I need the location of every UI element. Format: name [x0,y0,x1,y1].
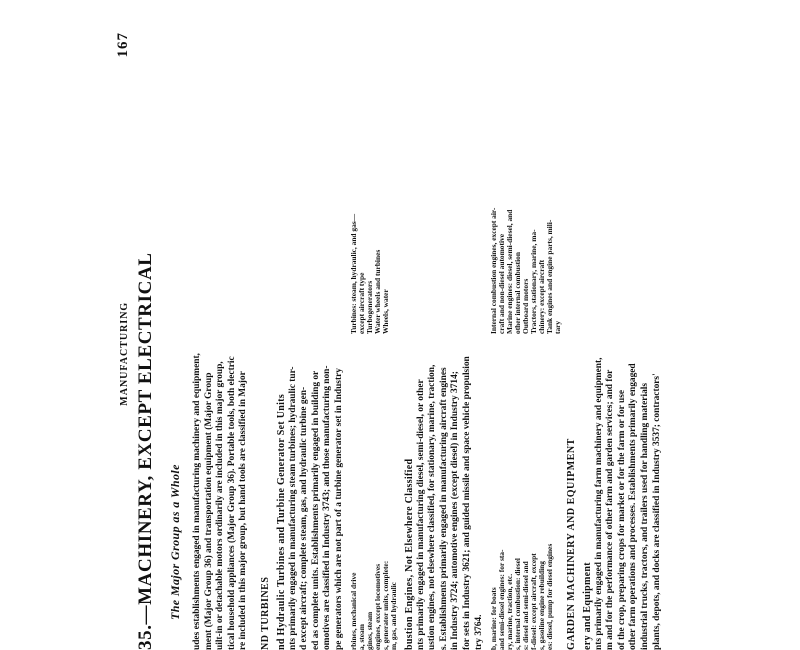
list-item: s, gasoline engine rebuilding [537,561,546,650]
list-item: Tractors, stationary, marine, ma- [529,229,538,334]
text-line: ustion engines, not elsewhere classified, for stationary, marine, traction, [427,364,438,650]
text-line: d except aircraft; complete steam, gas, and hydraulic turbine gen- [299,386,310,650]
text-line: for sets in Industry 3621; and guided missile and space vehicle propulsion [461,356,472,650]
list-item: tary [553,320,562,334]
industry-heading: nd Hydraulic Turbines and Turbine Generator Set Units [276,393,287,650]
list-item: engines, except locomotives [373,564,382,650]
list-item: s: diesel and semi-diesel and [521,561,530,650]
text-line: ment (Major Group 36) and transportation equipment (Major Group [203,372,214,650]
text-line: nts primarily engaged in manufacturing diesel, semi-diesel, or other [415,379,426,650]
text-line: tical household appliances (Major Group 36). Portable tools, both electric [226,356,237,650]
list-item: other internal combustion [513,252,522,334]
section-heading-farm: GARDEN MACHINERY AND EQUIPMENT [566,438,577,650]
industry-heading: ery and Equipment [582,562,593,650]
text-line: udes establishments engaged in manufacturing machinery and equipment, [192,353,202,650]
page-subtitle: The Major Group as a Whole [168,464,182,620]
list-item: Outboard motors [521,278,530,334]
text-line: try 3764. [473,614,484,650]
text-line: omotives are classified in Industry 3743; and those manufacturing non- [322,365,333,650]
list-item: Wheels, water [381,289,390,334]
list-item: craft and non-diesel automotive [497,234,506,334]
product-list-right [490,32,562,334]
list-item: rbines, mechanical drive [349,572,358,650]
page-number: 167 [115,32,131,58]
text-line: m and for the performance of other farm and garden services; and for [605,369,616,650]
farm-paragraph [582,32,663,650]
list-item: m, gas, and hydraulic [389,582,398,650]
list-item: gines, steam [365,611,374,650]
text-line: pe generators which are not part of a turbine generator set in Industry [333,368,344,650]
text-line: uilt-in or detachable motors ordinarily are included in this major group, [215,361,226,650]
list-item: Turbines: steam, hydraulic, and gas— [349,213,358,334]
product-list-left [490,348,562,650]
intro-paragraph [192,32,250,650]
text-line: ed as complete units. Establishments primarily engaged in building or [310,370,321,650]
engines-paragraph [404,32,485,650]
turbine-paragraph [276,32,346,650]
text-line: plants, depots, and docks are classified in Industry 3537; contractors' [651,373,662,650]
product-list-right [350,32,398,334]
text-line: of the crop, preparing crops for market or for the farm or for use [616,389,627,650]
section-label: MANUFACTURING [119,301,130,406]
running-header [115,32,131,650]
text-line: nts primarily engaged in manufacturing steam turbines; hydraulic tur- [287,366,298,650]
text-line: other farm operations and processes. Establishments primarily engaged [628,363,639,650]
list-item: Turbogenerators [365,280,374,334]
text-line: re included in this major group, but hand tools are classified in Major [238,371,249,650]
list-item: Internal combustion engines, except air- [489,207,498,334]
list-item: s, generator units, complete: [381,560,390,650]
section-heading-turbines: ND TURBINES [260,576,271,650]
engines-product-list [490,32,562,650]
list-item: except aircraft type [357,272,366,334]
list-item: ry, marine, traction, etc. [505,573,514,650]
product-list-left [350,348,398,650]
list-item: s, internal combustion: diesel [513,558,522,650]
list-item: a, steam [357,624,366,650]
page-title: 35.—MACHINERY, EXCEPT ELECTRICAL [135,252,156,650]
text-line: nts primarily engaged in manufacturing farm machinery and equipment, [593,357,604,650]
text-line: in Industry 3724; automotive engines (except diesel) in Industry 3714; [450,371,461,650]
list-item: Tank engines and engine parts, mili- [545,219,554,334]
list-item: Marine engines: diesel, semi-diesel, and [505,209,514,334]
text-line: industrial trucks, tractors, and trailers used for handling materials [639,382,650,650]
list-item: f-diesel: except aircraft, except [529,553,538,650]
turbine-product-list [350,32,398,650]
list-item: es: diesel, pump for diesel engines [545,543,554,650]
rotated-page-content [115,32,662,650]
text-line: s. Establishments primarily engaged in manufacturing aircraft engines [438,367,449,650]
list-item: b, marine: for boats [489,587,498,650]
industry-heading: bustion Engines, Not Elsewhere Classified [404,458,415,650]
list-item: Water wheels and turbines [373,249,382,334]
list-item: chinery: except aircraft [537,259,546,334]
list-item: and semi-diesel engines: for sta- [497,549,506,650]
